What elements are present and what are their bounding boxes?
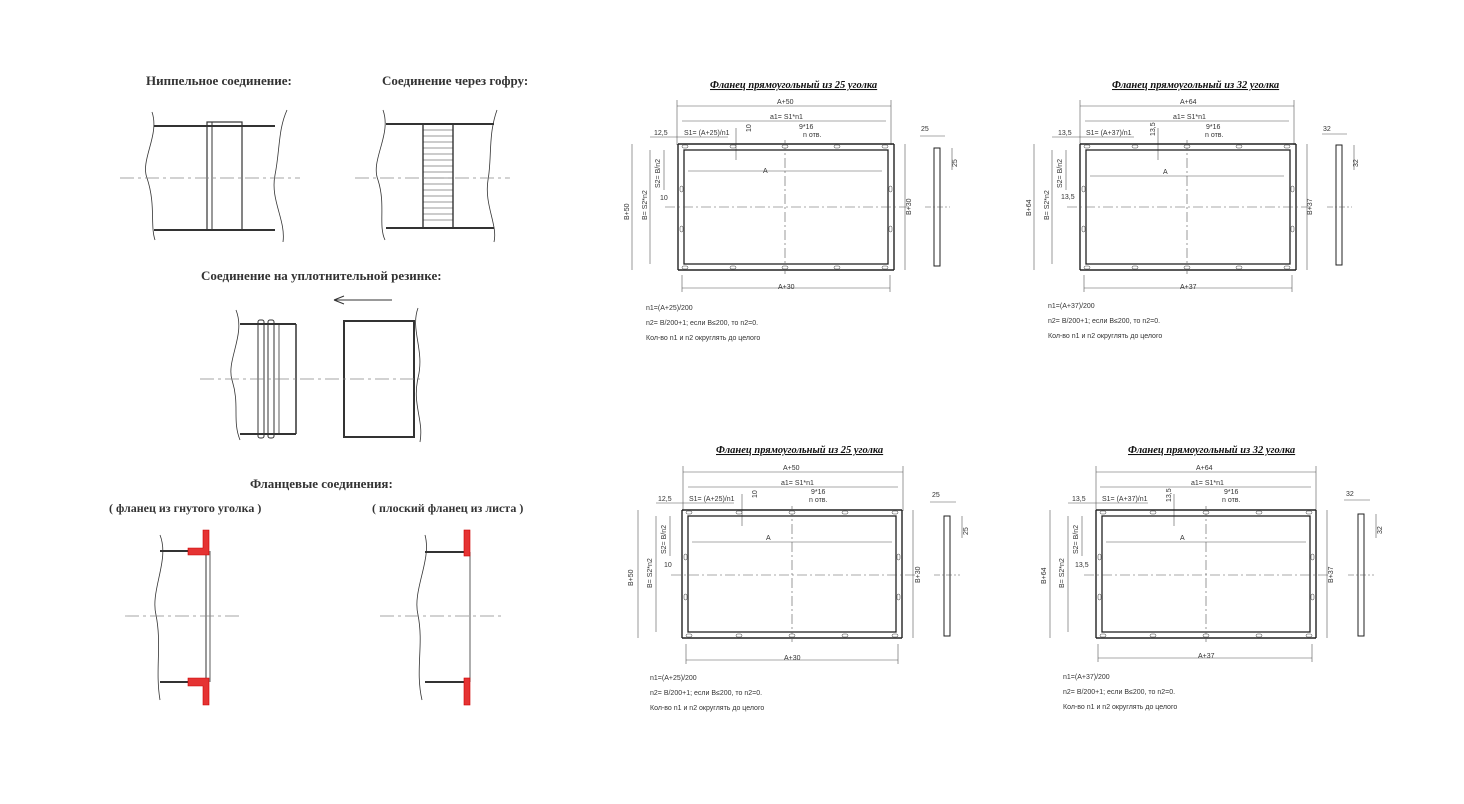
formula-n1: n1=(A+37)/200 <box>1063 674 1110 681</box>
dim-edge: 12,5 <box>658 496 672 503</box>
rubber-title: Соединение на уплотнительной резинке: <box>201 268 442 283</box>
dim-top: A+64 <box>1196 465 1213 472</box>
dim-ten2: 10 <box>660 195 668 202</box>
gofra-title: Соединение через гофру: <box>382 73 529 88</box>
dim-holes: 9*16 <box>1206 124 1221 131</box>
dim-ten2: 13,5 <box>1075 562 1089 569</box>
dim-s2: S2= B/n2 <box>1057 159 1064 188</box>
formula-n2: n2= B/200+1; если B≤200, то n2=0. <box>646 320 759 327</box>
formula-n2: n2= B/200+1; если B≤200, то n2=0. <box>1063 689 1176 696</box>
dim-s1: S1= (A+25)/n1 <box>684 130 730 137</box>
dim-prof-h: 25 <box>952 159 959 167</box>
dim-bottom: A+37 <box>1180 284 1197 291</box>
dim-prof-w: 25 <box>932 492 940 499</box>
dim-prof-h: 32 <box>1377 526 1384 534</box>
dim-b-right: B+30 <box>906 198 913 215</box>
dim-ten2: 13,5 <box>1061 194 1075 201</box>
flange-title: Фланцевые соединения: <box>250 476 393 491</box>
formula-note: Кол-во n1 и n2 округлять до целого <box>1063 704 1178 711</box>
dim-b-inner: B= S2*n2 <box>642 190 649 220</box>
dim-ten: 13,5 <box>1150 122 1157 136</box>
dim-b-outer: B+64 <box>1041 567 1048 584</box>
dim-b-right: B+30 <box>915 566 922 583</box>
dim-prof-w: 25 <box>921 126 929 133</box>
flat-flange-sketch <box>380 530 505 705</box>
dim-b-outer: B+50 <box>624 203 631 220</box>
dim-a: A <box>766 535 771 542</box>
dim-b-outer: B+50 <box>628 569 635 586</box>
dim-b-inner: B= S2*n2 <box>1044 190 1051 220</box>
dim-holes-n: n отв. <box>809 497 828 504</box>
dim-s1: S1= (A+37)/n1 <box>1086 130 1132 137</box>
dim-bottom: A+30 <box>784 655 801 662</box>
dim-ten: 13,5 <box>1166 488 1173 502</box>
dim-b-inner: B= S2*n2 <box>647 558 654 588</box>
bent-flange-label: ( фланец из гнутого уголка ) <box>109 501 262 515</box>
formula-n2: n2= B/200+1; если B≤200, то n2=0. <box>1048 318 1161 325</box>
dim-a1: a1= S1*n1 <box>781 480 814 487</box>
dim-a: A <box>1163 169 1168 176</box>
dim-a1: a1= S1*n1 <box>770 114 803 121</box>
dim-bottom: A+30 <box>778 284 795 291</box>
nipple-title: Ниппельное соединение: <box>146 73 292 88</box>
dim-ten2: 10 <box>664 562 672 569</box>
rubber-connection-sketch <box>200 296 421 442</box>
dim-a1: a1= S1*n1 <box>1191 480 1224 487</box>
dim-prof-h: 32 <box>1353 159 1360 167</box>
dim-bottom: A+37 <box>1198 653 1215 660</box>
dim-ten: 10 <box>746 124 753 132</box>
left-panel <box>109 73 528 705</box>
nipple-connection-sketch <box>120 110 300 242</box>
dim-prof-w: 32 <box>1323 126 1331 133</box>
flat-flange-label: ( плоский фланец из листа ) <box>372 501 524 515</box>
flange-title-1: Фланец прямоугольный из 25 уголка <box>710 80 878 91</box>
flange-drawing-3 <box>628 445 970 712</box>
dim-holes: 9*16 <box>1224 489 1239 496</box>
dim-ten: 10 <box>752 490 759 498</box>
formula-n2: n2= B/200+1; если B≤200, то n2=0. <box>650 690 763 697</box>
dim-holes-n: n отв. <box>1205 132 1224 139</box>
dim-s1: S1= (A+25)/n1 <box>689 496 735 503</box>
flange-drawing-4 <box>1041 445 1384 711</box>
dim-s2: S2= B/n2 <box>1073 525 1080 554</box>
dim-prof-h: 25 <box>963 527 970 535</box>
dim-top: A+64 <box>1180 99 1197 106</box>
dim-b-right: B+37 <box>1307 198 1314 215</box>
formula-note: Кол-во n1 и n2 округлять до целого <box>650 705 765 712</box>
dim-s2: S2= B/n2 <box>655 159 662 188</box>
dim-edge: 13,5 <box>1072 496 1086 503</box>
dim-s2: S2= B/n2 <box>661 525 668 554</box>
formula-n1: n1=(A+37)/200 <box>1048 303 1095 310</box>
dim-b-outer: B+64 <box>1026 199 1033 216</box>
dim-holes-n: n отв. <box>803 132 822 139</box>
dim-a1: a1= S1*n1 <box>1173 114 1206 121</box>
dim-top: A+50 <box>783 465 800 472</box>
formula-n1: n1=(A+25)/200 <box>646 305 693 312</box>
dim-holes: 9*16 <box>811 489 826 496</box>
flange-title-2: Фланец прямоугольный из 32 уголка <box>1112 80 1280 91</box>
flange-drawing-2 <box>1026 80 1360 340</box>
formula-n1: n1=(A+25)/200 <box>650 675 697 682</box>
dim-top: A+50 <box>777 99 794 106</box>
flange-title-3: Фланец прямоугольный из 25 уголка <box>716 445 884 456</box>
bent-flange-sketch <box>125 530 240 705</box>
gofra-connection-sketch <box>355 110 510 242</box>
dim-s1: S1= (A+37)/n1 <box>1102 496 1148 503</box>
dim-a: A <box>1180 535 1185 542</box>
flange-drawing-1 <box>624 80 959 342</box>
dim-holes: 9*16 <box>799 124 814 131</box>
dim-edge: 12,5 <box>654 130 668 137</box>
dim-prof-w: 32 <box>1346 491 1354 498</box>
dim-edge: 13,5 <box>1058 130 1072 137</box>
dim-b-inner: B= S2*n2 <box>1059 558 1066 588</box>
formula-note: Кол-во n1 и n2 округлять до целого <box>1048 333 1163 340</box>
formula-note: Кол-во n1 и n2 округлять до целого <box>646 335 761 342</box>
dim-b-right: B+37 <box>1328 566 1335 583</box>
dim-a: A <box>763 168 768 175</box>
dim-holes-n: n отв. <box>1222 497 1241 504</box>
flange-title-4: Фланец прямоугольный из 32 уголка <box>1128 445 1296 456</box>
